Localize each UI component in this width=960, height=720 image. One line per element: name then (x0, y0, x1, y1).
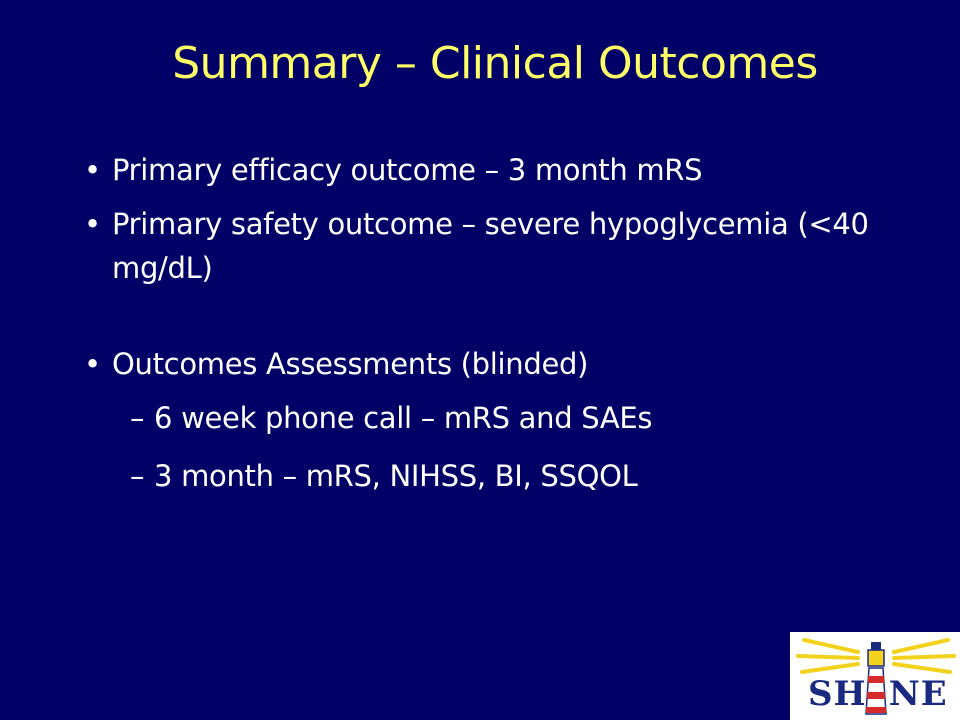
bullet-text: Outcomes Assessments (blinded) (112, 347, 589, 381)
slide-body (78, 148, 908, 498)
bullet-item (78, 202, 908, 290)
logo-text-left: SH (808, 674, 867, 714)
sub-bullet-dash: – (130, 459, 145, 493)
logo-text (808, 674, 948, 714)
sub-bullet-text: 3 month – mRS, NIHSS, BI, SSQOL (154, 459, 638, 493)
shine-logo (790, 632, 960, 720)
bullet-item (78, 148, 908, 192)
bullet-dot: • (84, 347, 101, 381)
logo-text-right: NE (888, 674, 948, 714)
bullet-text: Primary safety outcome – severe hypoglycemia (<40 mg/dL) (112, 207, 869, 285)
bullet-dot: • (84, 207, 101, 241)
sub-bullet-text: 6 week phone call – mRS and SAEs (154, 401, 653, 435)
bullet-item (78, 342, 908, 386)
sub-bullet-item (78, 454, 908, 498)
slide-title: Summary – Clinical Outcomes (172, 38, 818, 89)
sub-bullet-item (78, 396, 908, 440)
bullet-dot: • (84, 153, 101, 187)
sub-bullet-dash: – (130, 401, 145, 435)
bullet-text: Primary efficacy outcome – 3 month mRS (112, 153, 703, 187)
